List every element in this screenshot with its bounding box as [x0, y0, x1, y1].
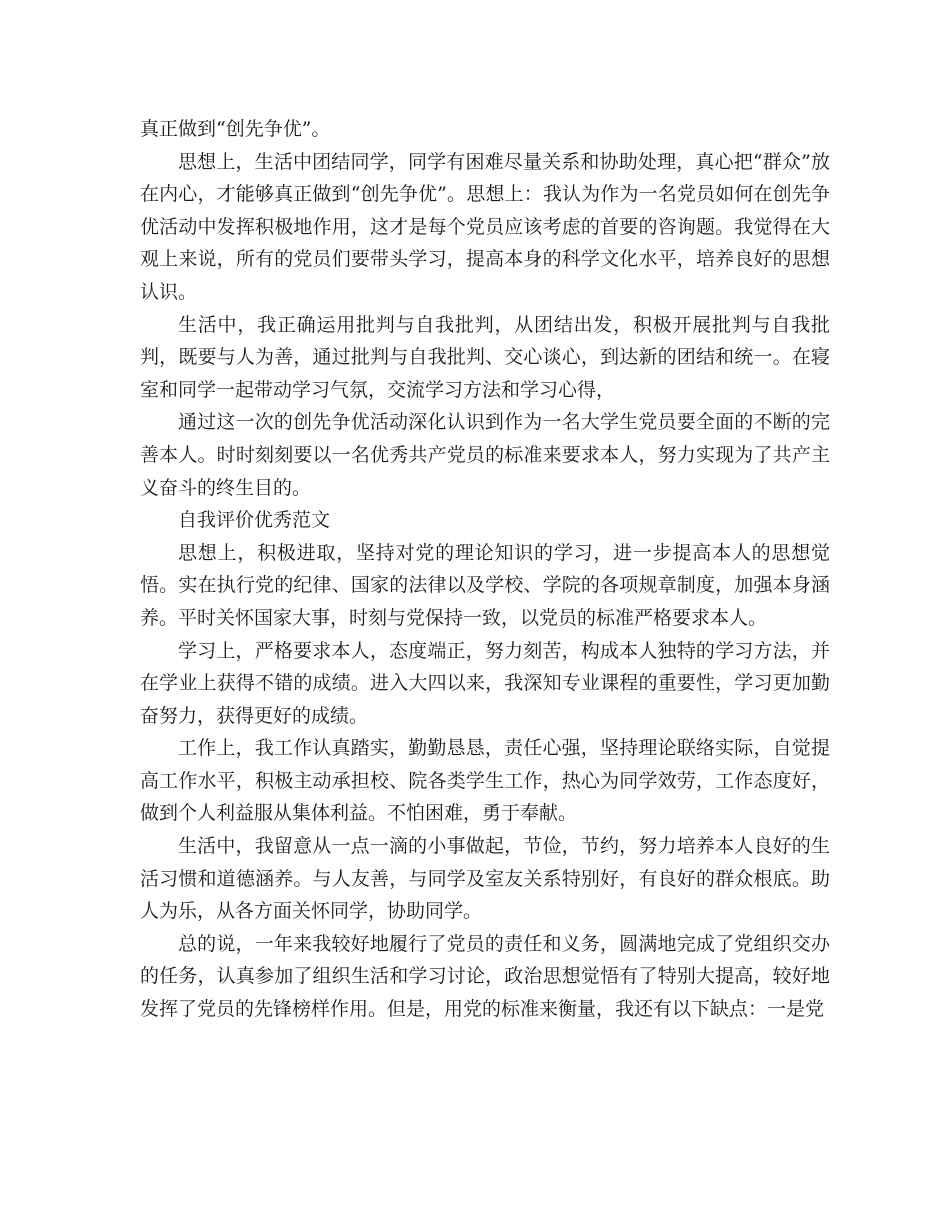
paragraph-3: 生活中，我正确运用批判与自我批判，从团结出发，积极开展批判与自我批判，既要与人为善，通过批判与自我批判、交心谈心，到达新的团结和统一。在寝室和同学一起带动学习气氛，交流学习方法和学习心得，: [140, 313, 830, 401]
paragraph-2: 思想上，生活中团结同学，同学有困难尽量关系和协助处理，真心把“群众”放在内心，才能够真正做到“创先争优”。思想上：我认为作为一名党员如何在创先争优活动中发挥积极地作用，这才是每个党员应该考虑的首要的咨询题。我觉得在大观上来说，所有的党员们要带头学习，提高本身的科学文化水平，培养良好的思想认识。: [140, 150, 830, 303]
paragraph-7: 工作上，我工作认真踏实，勤勤恳恳，责任心强，坚持理论联络实际，自觉提高工作水平，积极主动承担校、院各类学生工作，热心为同学效劳，工作态度好，做到个人利益服从集体利益。不怕困难，勇于奉献。: [140, 737, 830, 825]
paragraph-1: 真正做到“创先争优”。: [140, 118, 331, 140]
paragraph-6: 学习上，严格要求本人，态度端正，努力刻苦，构成本人独特的学习方法，并在学业上获得不错的成绩。进入大四以来，我深知专业课程的重要性，学习更加勤奋努力，获得更好的成绩。: [140, 639, 830, 727]
section-heading: 自我评价优秀范文: [178, 509, 331, 532]
paragraph-9: 总的说，一年来我较好地履行了党员的责任和义务，圆满地完成了党组织交办的任务，认真参加了组织生活和学习讨论，政治思想觉悟有了特别大提高，较好地发挥了党员的先锋榜样作用。但是，用党的标准来衡量，我还有以下缺点：一是党: [140, 932, 830, 1021]
paragraph-4: 通过这一次的创先争优活动深化认识到作为一名大学生党员要全面的不断的完善本人。时时刻刻要以一名优秀共产党员的标准来要求本人，努力实现为了共产主义奋斗的终生目的。: [140, 411, 830, 499]
document-body: [140, 113, 830, 1026]
paragraph-8: 生活中，我留意从一点一滴的小事做起，节俭，节约，努力培养本人良好的生活习惯和道德涵养。与人友善，与同学及室友关系特别好，有良好的群众根底。助人为乐，从各方面关怀同学，协助同学。: [140, 835, 830, 923]
paragraph-5: 思想上，积极进取，坚持对党的理论知识的学习，进一步提高本人的思想觉悟。实在执行党的纪律、国家的法律以及学校、学院的各项规章制度，加强本身涵养。平时关怀国家大事，时刻与党保持一致，以党员的标准严格要求本人。: [140, 541, 830, 629]
